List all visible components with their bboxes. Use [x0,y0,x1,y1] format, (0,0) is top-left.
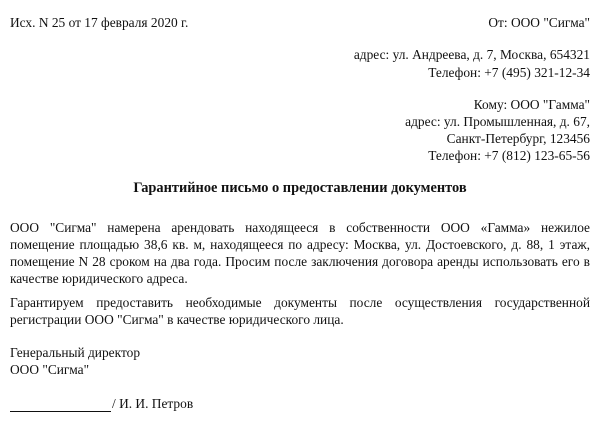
body-paragraph-1: ООО "Сигма" намерена арендовать находящееся в собственности ООО «Гамма» нежилое помещение площадью 38,6 кв. м, находящееся по адресу: Москва, ул. Достоевского, д. 88, 1 этаж, помещение N 28 сроком на два года. Просим после заключения договора аренды использовать его в качестве юридического адреса. [10,220,590,286]
signatory-organization: ООО "Сигма" [10,362,90,377]
signature-line [10,395,193,412]
sender-name: От: ООО "Сигма" [488,15,590,30]
signatory-name: / И. И. Петров [112,396,194,411]
outgoing-number: Исх. N 25 от 17 февраля 2020 г. [10,15,189,30]
body-paragraph-2: Гарантируем предоставить необходимые документы после осуществления государственной регистрации ООО "Сигма" в качестве юридического лица. [10,295,590,327]
recipient-address-line1: адрес: ул. Промышленная, д. 67, [405,114,590,129]
sender-phone: Телефон: +7 (495) 321-12-34 [428,65,590,80]
recipient-phone: Телефон: +7 (812) 123-65-56 [428,148,590,163]
signatory-position: Генеральный директор [10,345,141,360]
document-title: Гарантийное письмо о предоставлении документов [133,180,467,196]
recipient-name: Кому: ООО "Гамма" [473,97,590,112]
recipient-address-line2: Санкт-Петербург, 123456 [446,131,590,146]
signature-blank [10,397,111,412]
sender-address: адрес: ул. Андреева, д. 7, Москва, 654321 [353,47,590,62]
